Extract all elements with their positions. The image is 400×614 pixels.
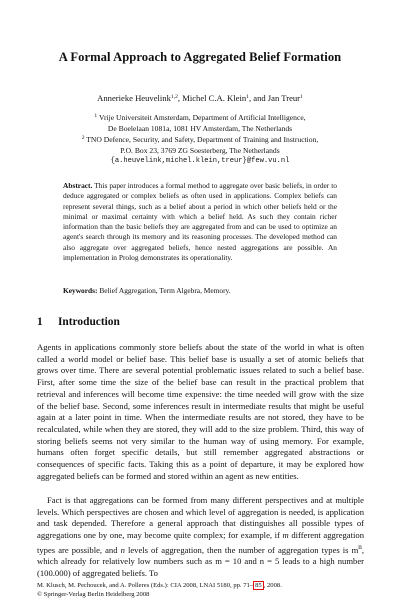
- section-heading: [37, 316, 120, 328]
- paragraph-text: Fact is that aggregations can be formed from many different perspectives and at multiple levels. Which perspectives are chosen and which level of aggregation is needed, is application and task depended. Therefore a general approach that distinguishes all possible types of aggregations one by one, may become quite complex; for example, if: [37, 495, 364, 541]
- abstract: [63, 181, 337, 263]
- author-list: Annerieke Heuvelink$^{1,2}$, Michel C.A. Klein$^1$, and Jan Treur$^1$: [97, 93, 303, 103]
- citation-line: [37, 582, 282, 591]
- section-number: 1: [37, 316, 43, 328]
- author-affiliation-mark: 1,2: [170, 94, 178, 100]
- variable-m: m: [282, 530, 289, 541]
- paragraph-text: , which already for relatively low numbers such as m = 10 and n = 5 leads to a high number (100.000) of aggregated beliefs. To: [37, 544, 365, 579]
- citation-text: M. Klusch, M. Pechoucek, and A. Polleres (Eds.): CIA 2008, LNAI 5180, pp. 71–: [37, 582, 254, 589]
- abstract-text: This paper introduces a formal method to aggregate over basic beliefs, in order to deduce aggregated or complex beliefs as often used in applications. Complex beliefs can represent several things, such as a belief about a period in which other beliefs held or the minimal or maximal certainty with which a belief held. As such they contain richer information than the basic beliefs they are aggregated from and can be used to optimize an agent's search through its memory and its reasoning processes. The developed method can also aggregate over aggregated beliefs, hence nested aggregations are possible. An implementation in Prolog demonstrates its operationality.: [63, 181, 337, 263]
- affiliation-line: TNO Defence, Security, and Safety, Department of Training and Instruction,: [86, 135, 319, 144]
- author-name: Annerieke Heuvelink: [97, 93, 171, 103]
- author-affiliation-mark: 1: [246, 94, 249, 100]
- paper-title: A Formal Approach to Aggregated Belief Formation: [58, 50, 342, 64]
- paragraph: [37, 495, 364, 580]
- author-affiliation-mark: 1: [300, 94, 303, 100]
- affiliation-2: [0, 133, 400, 167]
- keywords-text: Belief Aggregation, Term Algebra, Memory.: [99, 286, 231, 295]
- affiliation-mark: 1: [94, 113, 98, 119]
- paragraph-text: different aggregation types are possible, and: [37, 530, 364, 555]
- page-footer: [37, 582, 282, 600]
- author-name: and Jan Treur: [253, 93, 301, 103]
- affiliation-line: P.O. Box 23, 3769 ZG Soesterberg, The Netherlands: [120, 145, 280, 155]
- author-name: Michel C.A. Klein: [182, 93, 247, 103]
- paragraph: Agents in applications commonly store beliefs about the state of the world in what is often called a world model or belief base. This belief base is usually a set of atomic beliefs that grows over time. There are several potential problematic issues related to such a belief base. First, after some time the size of the belief base can result in the practical problem that retrieval and inferences will become time expensive: the time needed will grow with the size of the belief base. Second, some inferences result in intermediate results that might be useful again at a later point in time. When the intermediate results are not stored, they have to be recalculated, while when they are stored, they will add to the size problem. Third, this way of storing beliefs seems not very similar to the human way of using memory. For example, humans often forget specific details, but still remember aggregated abstractions or consequences of specific facts. Taking this as a point of departure, it may be explored how aggregated beliefs can be formed and stored within an agent as new entities.: [37, 342, 364, 481]
- copyright-line: © Springer-Verlag Berlin Heidelberg 2008: [37, 590, 150, 598]
- abstract-label: Abstract.: [63, 181, 93, 190]
- affiliation-line: Vrije Universiteit Amsterdam, Department of Artificial Intelligence,: [98, 113, 306, 122]
- citation-text: , 2008.: [263, 582, 282, 589]
- section-title: Introduction: [58, 316, 120, 328]
- author-email[interactable]: {a.heuvelink,michel.klein,treur}@few.vu.nl: [110, 157, 290, 166]
- keywords: [63, 286, 337, 296]
- affiliation-1: [0, 111, 400, 134]
- exponent: n: [358, 542, 362, 551]
- variable-n: n: [120, 544, 125, 555]
- keywords-label: Keywords:: [63, 286, 98, 295]
- paragraph-text: levels of aggregation, then the number of aggregation types is m: [124, 544, 359, 555]
- affiliation-mark: 2: [81, 135, 85, 141]
- affiliation-line: De Boelelaan 1081a, 1081 HV Amsterdam, The Netherlands: [107, 123, 293, 133]
- highlighted-page-number: 85: [255, 582, 262, 589]
